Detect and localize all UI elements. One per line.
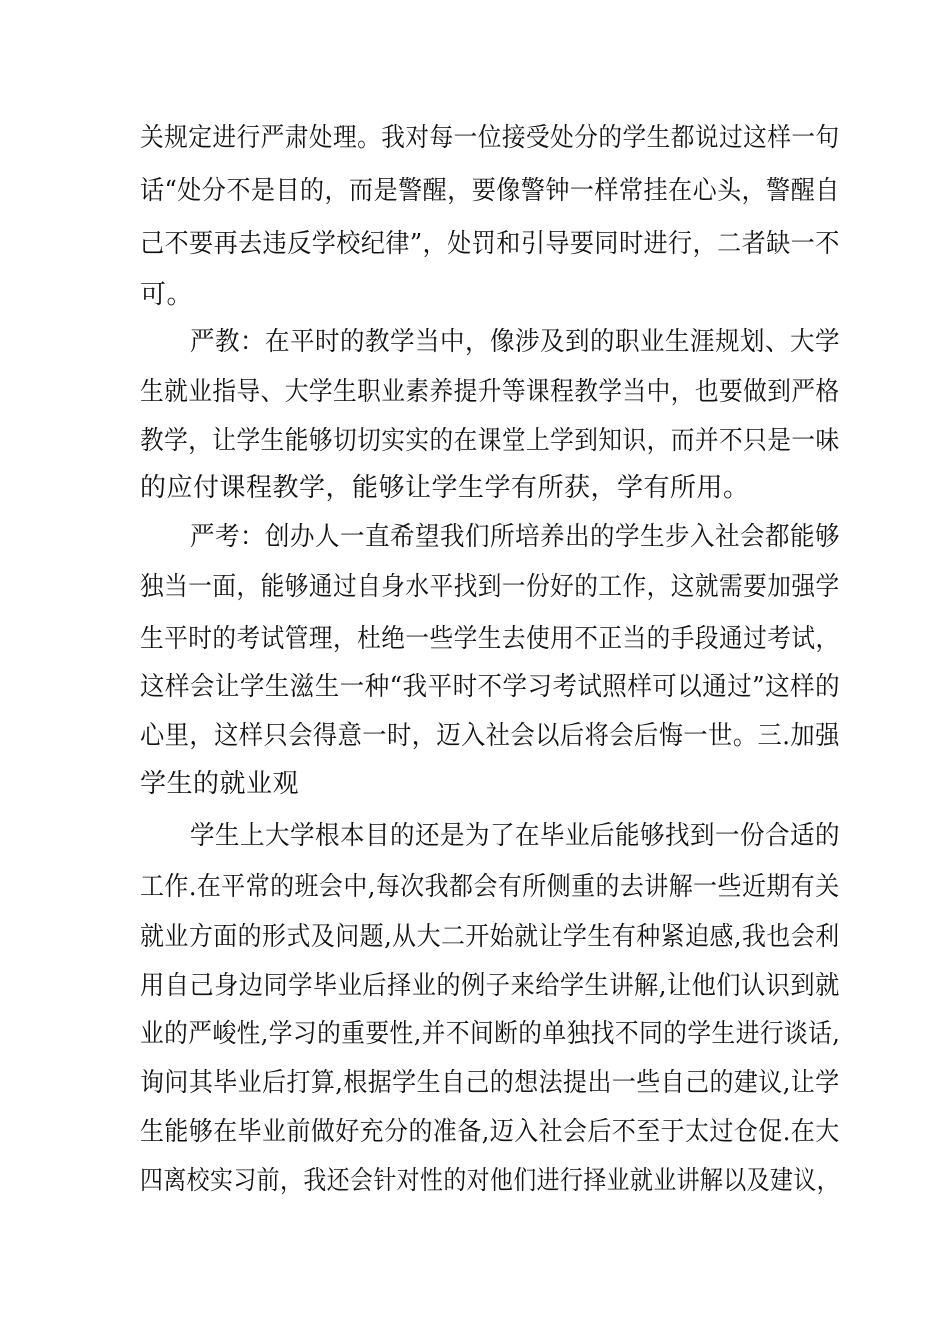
text-line: 独当一面，能够通过自身水平找到一份好的工作，这就需要加强学	[140, 572, 840, 602]
text-line: 业的严峻性,学习的重要性,并不间断的单独找不同的学生进行谈话,	[140, 1019, 841, 1049]
paragraph-start-line: 严考：创办人一直希望我们所培养出的学生步入社会都能够	[190, 522, 841, 552]
text-line: 的应付课程教学，能够让学生学有所获，学有所用。	[140, 473, 750, 503]
text-line: 教学，让学生能够切切实实的在课堂上学到知识，而并不只是一味	[140, 426, 840, 456]
text-line: 心里，这样只会得意一时，迈入社会以后将会后悔一世。三.加强	[140, 721, 840, 751]
text-line: 生就业指导、大学生职业素养提升等课程教学当中，也要做到严格	[140, 377, 840, 407]
paragraph-start-line: 学生上大学根本目的还是为了在毕业后能够找到一份合适的	[190, 821, 841, 851]
text-line: 四离校实习前，我还会针对性的对他们进行择业就业讲解以及建议，	[140, 1166, 841, 1196]
text-line: 询问其毕业后打算,根据学生自己的想法提出一些自己的建议,让学	[140, 1068, 840, 1098]
text-line: 关规定进行严肃处理。我对每一位接受处分的学生都说过这样一句	[140, 123, 840, 153]
text-line: 这样会让学生滋生一种“我平时不学习考试照样可以通过”这样的	[140, 672, 841, 702]
text-line: 工作.在平常的班会中,每次我都会有所侧重的去讲解一些近期有关	[140, 872, 840, 902]
text-line: 可。	[140, 280, 194, 310]
text-line: 学生的就业观	[140, 769, 300, 799]
text-line: 生能够在毕业前做好充分的准备,迈入社会后不至于太过仓促.在大	[140, 1117, 840, 1147]
text-line: 用自己身边同学毕业后择业的例子来给学生讲解,让他们认识到就	[140, 971, 840, 1001]
text-line: 己不要再去违反学校纪律”，处罚和引导要同时进行，二者缺一不	[140, 229, 840, 259]
text-line: 就业方面的形式及问题,从大二开始就让学生有种紧迫感,我也会利	[140, 922, 840, 952]
paragraph-start-line: 严教：在平时的教学当中，像涉及到的职业生涯规划、大学	[190, 327, 841, 357]
text-line: 话“处分不是目的，而是警醒，要像警钟一样常挂在心头，警醒自	[140, 176, 840, 206]
text-line: 生平时的考试管理，杜绝一些学生去使用不正当的手段通过考试，	[140, 624, 840, 654]
